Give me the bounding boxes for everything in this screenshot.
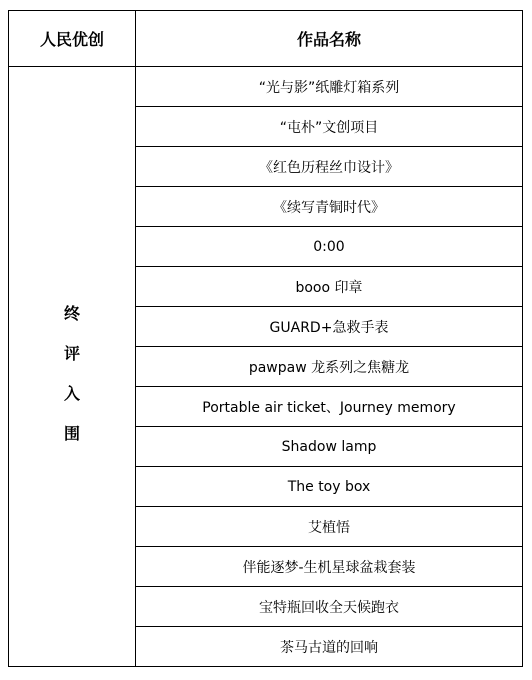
work-name-cell: 0:00 [136, 227, 523, 267]
work-name-cell: “屯朴”文创项目 [136, 107, 523, 147]
work-name-cell: booo 印章 [136, 267, 523, 307]
work-name-cell: 艾植悟 [136, 507, 523, 547]
work-name-cell: 茶马古道的回响 [136, 627, 523, 667]
work-name-cell: GUARD+急救手表 [136, 307, 523, 347]
work-name-cell: The toy box [136, 467, 523, 507]
work-name-cell: 《续写青铜时代》 [136, 187, 523, 227]
category-char: 终 [63, 303, 80, 323]
award-table [8, 10, 523, 667]
work-name-cell: 伴能逐梦-生机星球盆栽套装 [136, 547, 523, 587]
category-char: 评 [63, 343, 80, 363]
work-name-cell: Portable air ticket、Journey memory [136, 387, 523, 427]
category-cell [9, 67, 136, 667]
category-char: 入 [63, 383, 80, 403]
header-category: 人民优创 [9, 11, 136, 67]
work-name-cell: pawpaw 龙系列之焦糖龙 [136, 347, 523, 387]
table-row [9, 67, 523, 107]
header-row [9, 11, 523, 67]
work-name-cell: 宝特瓶回收全天候跑衣 [136, 587, 523, 627]
category-char: 围 [63, 423, 80, 443]
category-label [64, 290, 80, 444]
work-name-cell: “光与影”纸雕灯箱系列 [136, 67, 523, 107]
header-work-name: 作品名称 [136, 11, 523, 67]
work-name-cell: 《红色历程丝巾设计》 [136, 147, 523, 187]
work-name-cell: Shadow lamp [136, 427, 523, 467]
